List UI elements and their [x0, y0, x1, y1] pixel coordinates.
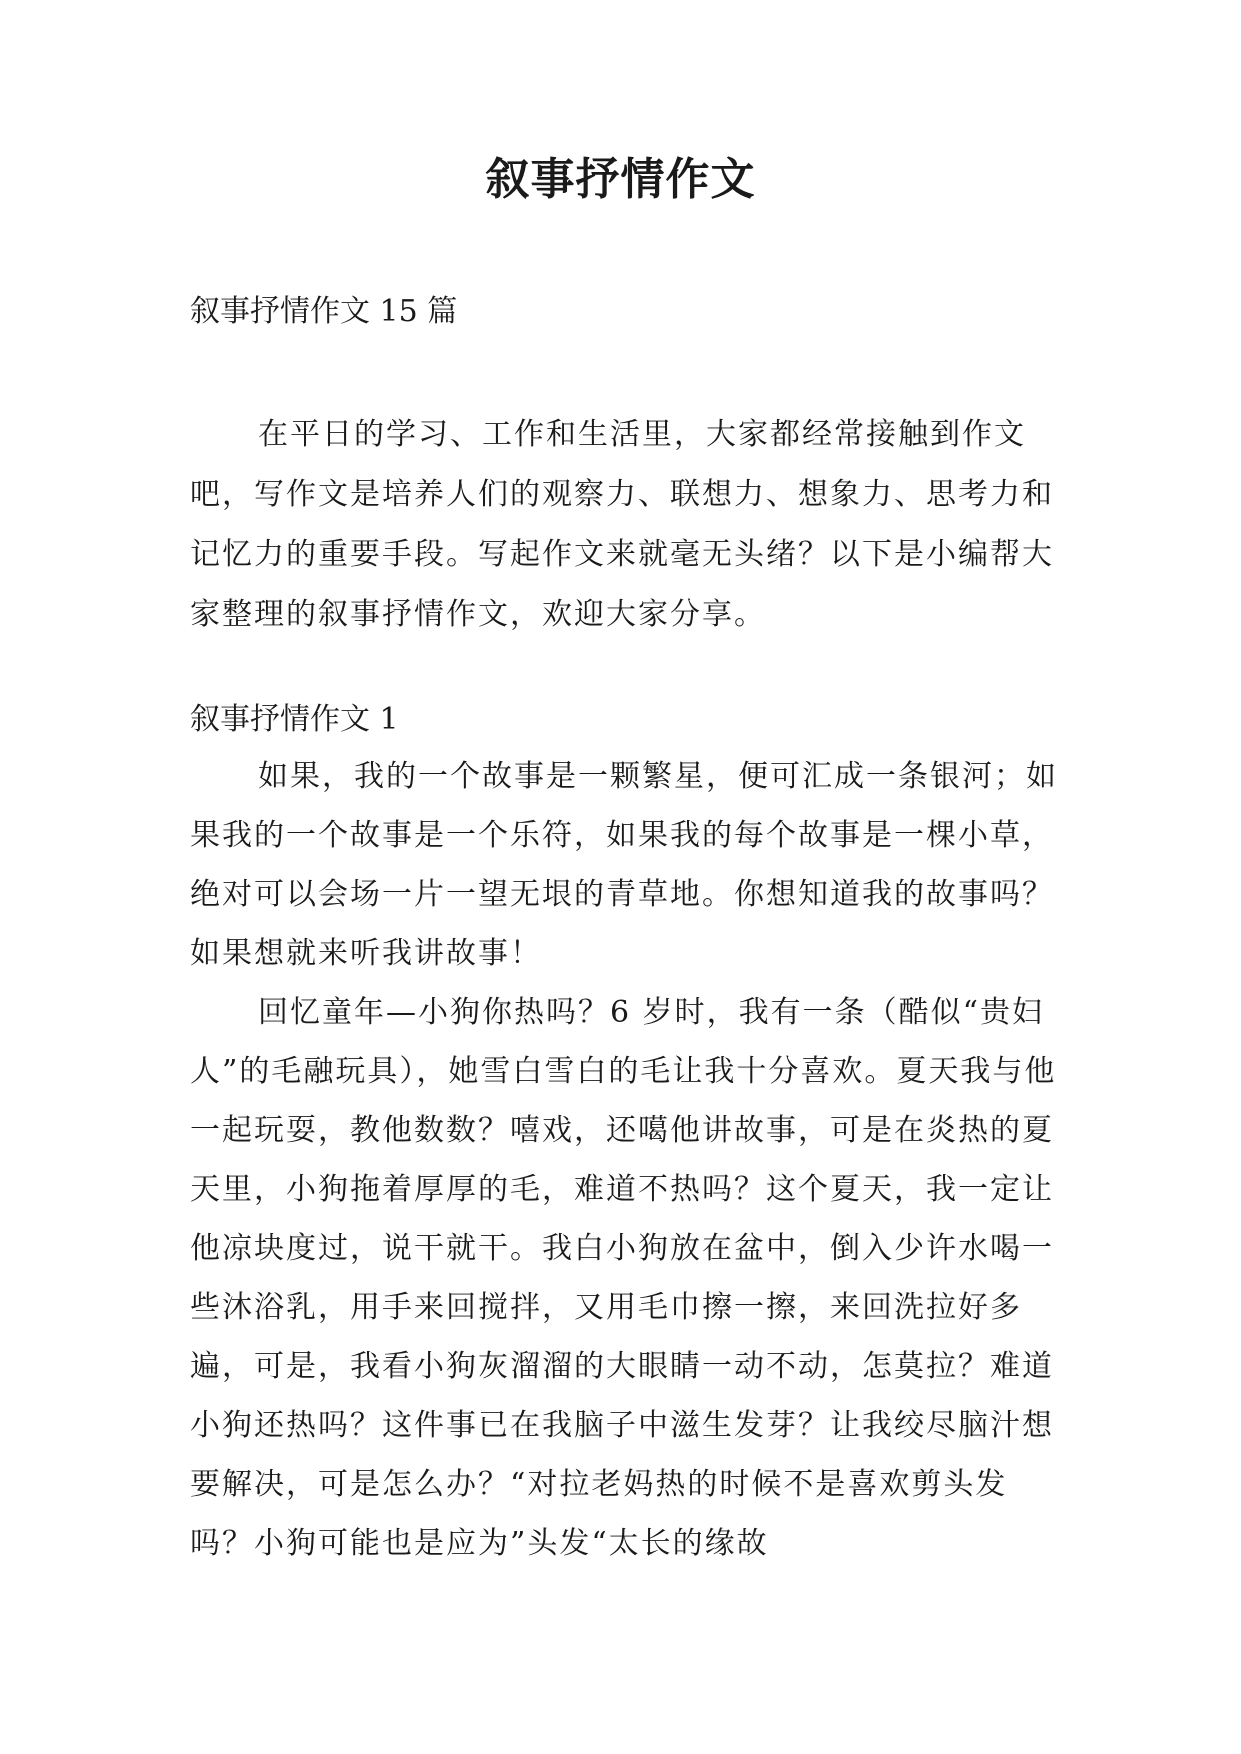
intro-paragraph: 在平日的学习、工作和生活里，大家都经常接触到作文吧，写作文是培养人们的观察力、联想力、想象力、思考力和记忆力的重要手段。写起作文来就毫无头绪？以下是小编帮大家整理的叙事抒情作文，欢迎大家分享。 [190, 417, 1054, 632]
body-paragraph: 如果，我的一个故事是一颗繁星，便可汇成一条银河；如果我的一个故事是一个乐符，如果我的每个故事是一棵小草，绝对可以会场一片一望无垠的青草地。你想知道我的故事吗？如果想就来听我讲故事！ [190, 759, 1058, 971]
document-subtitle: 叙事抒情作文 15 篇 [190, 294, 458, 329]
essay-body [190, 747, 1060, 1573]
document-title: 叙事抒情作文 [485, 154, 756, 205]
section-heading: 叙事抒情作文 1 [190, 702, 399, 737]
body-paragraph: 回忆童年—小狗你热吗？6 岁时，我有一条（酷似“贵妇人”的毛融玩具），她雪白雪白的毛让我十分喜欢。夏天我与他一起玩耍，教他数数？嘻戏，还噶他讲故事，可是在炎热的夏天里，小狗拖着厚厚的毛，难道不热吗？这个夏天，我一定让他凉块度过，说干就干。我白小狗放在盆中，倒入少许水喝一些沐浴乳，用手来回搅拌，又用毛巾擦一擦，来回洗拉好多遍，可是，我看小狗灰溜溜的大眼睛一动不动，怎莫拉？难道小狗还热吗？这件事已在我脑子中滋生发芽？让我绞尽脑汁想要解决，可是怎么办？“对拉老妈热的时候不是喜欢剪头发吗？小狗可能也是应为”头发“太长的缘故 [190, 995, 1057, 1561]
